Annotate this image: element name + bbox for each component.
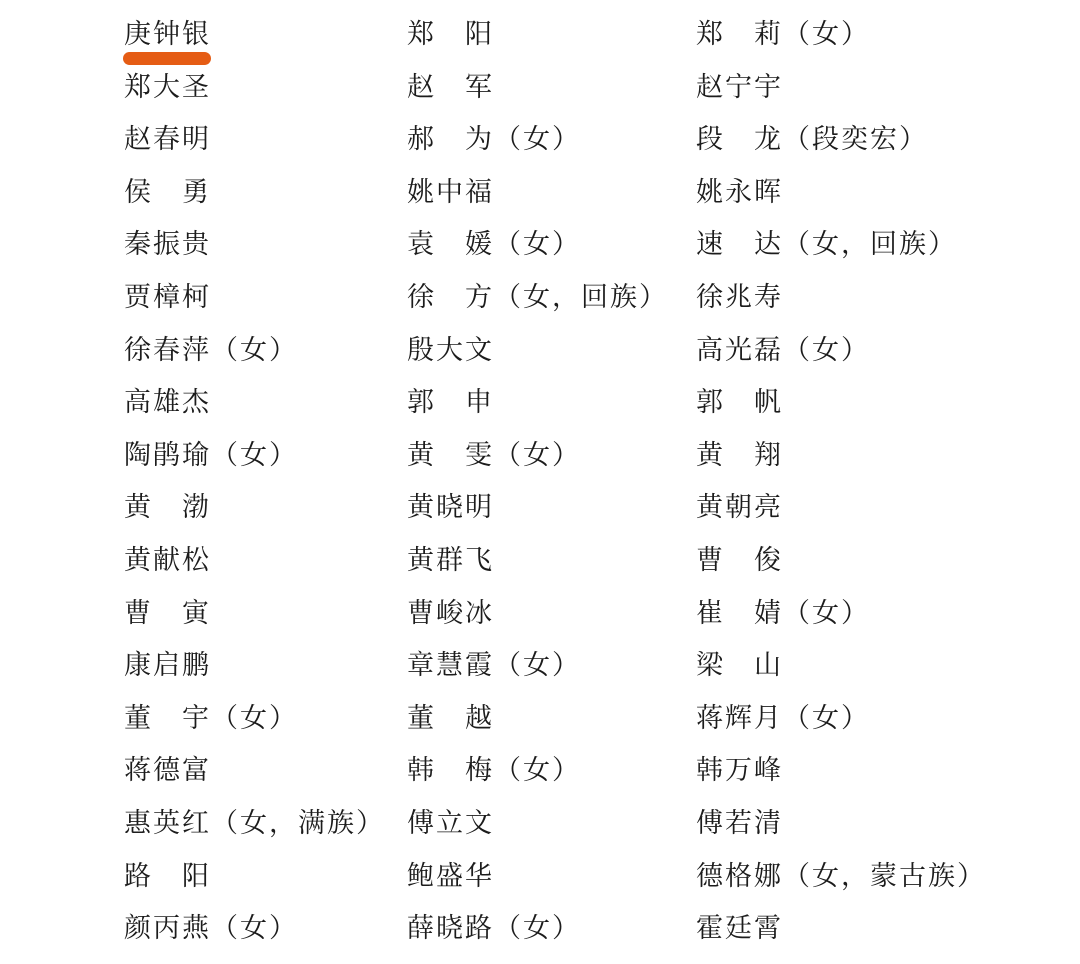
name-item	[407, 62, 668, 115]
person-name: 黄 翔	[696, 439, 783, 471]
person-name: 傅若清	[696, 807, 783, 839]
person-name: 颜丙燕（女）	[124, 913, 298, 945]
name-item	[696, 114, 986, 167]
person-name: 郑大圣	[124, 71, 211, 103]
person-name: 郭 申	[407, 387, 494, 419]
name-item	[407, 482, 668, 535]
name-item	[407, 325, 668, 378]
person-name: 庚钟银	[124, 19, 211, 50]
name-item	[696, 272, 986, 325]
person-name: 贾樟柯	[124, 281, 211, 313]
name-item	[407, 272, 668, 325]
person-name: 速 达（女，回族）	[696, 229, 957, 261]
person-name: 崔 婧（女）	[696, 597, 870, 629]
person-name: 薛晓路（女）	[407, 913, 581, 945]
person-name: 德格娜（女，蒙古族）	[696, 860, 986, 892]
name-item	[696, 167, 986, 220]
name-item	[124, 62, 385, 115]
person-name: 路 阳	[124, 860, 211, 892]
name-item	[696, 693, 986, 746]
name-item	[124, 588, 385, 641]
name-item	[407, 903, 668, 956]
person-name: 韩万峰	[696, 755, 783, 787]
person-name: 韩 梅（女）	[407, 755, 581, 787]
person-name: 霍廷霄	[696, 913, 783, 945]
name-item	[124, 272, 385, 325]
person-name: 黄献松	[124, 544, 211, 576]
person-name: 殷大文	[407, 334, 494, 366]
name-item	[696, 62, 986, 115]
name-item	[407, 588, 668, 641]
person-name: 高雄杰	[124, 387, 211, 419]
person-name: 郝 为（女）	[407, 124, 581, 156]
name-item	[407, 114, 668, 167]
name-item	[696, 482, 986, 535]
person-name: 鲍盛华	[407, 860, 494, 892]
name-item	[696, 903, 986, 956]
person-name: 董 宇（女）	[124, 702, 298, 734]
name-item	[696, 535, 986, 588]
name-item	[407, 377, 668, 430]
name-item	[696, 219, 986, 272]
person-name: 梁 山	[696, 650, 783, 682]
name-item	[124, 693, 385, 746]
person-name: 徐兆寿	[696, 281, 783, 313]
name-item	[696, 588, 986, 641]
person-name: 袁 媛（女）	[407, 229, 581, 261]
name-item	[407, 9, 668, 62]
name-column-1	[124, 9, 385, 956]
person-name: 郑 阳	[407, 19, 494, 50]
name-item	[124, 377, 385, 430]
person-name: 黄晓明	[407, 492, 494, 524]
name-column-3	[696, 9, 986, 956]
person-name: 黄朝亮	[696, 492, 783, 524]
name-item	[124, 167, 385, 220]
person-name: 赵宁宇	[696, 71, 783, 103]
person-name: 赵春明	[124, 124, 211, 156]
name-item	[407, 745, 668, 798]
name-item	[407, 430, 668, 483]
person-name: 姚中福	[407, 176, 494, 208]
name-item	[124, 9, 385, 62]
person-name: 曹 俊	[696, 544, 783, 576]
person-name: 蒋辉月（女）	[696, 702, 870, 734]
person-name: 康启鹏	[124, 650, 211, 682]
person-name: 黄 雯（女）	[407, 439, 581, 471]
name-item	[696, 430, 986, 483]
name-item	[124, 903, 385, 956]
person-name: 姚永晖	[696, 176, 783, 208]
name-item	[124, 745, 385, 798]
person-name: 赵 军	[407, 71, 494, 103]
name-item	[124, 798, 385, 851]
person-name: 徐 方（女，回族）	[407, 281, 668, 313]
name-item	[696, 798, 986, 851]
name-item	[124, 219, 385, 272]
person-name: 黄 渤	[124, 492, 211, 524]
person-name: 惠英红（女，满族）	[124, 807, 385, 839]
person-name: 侯 勇	[124, 176, 211, 208]
name-item	[696, 9, 986, 62]
person-name: 傅立文	[407, 807, 494, 839]
name-item	[407, 535, 668, 588]
person-name: 章慧霞（女）	[407, 650, 581, 682]
person-name: 秦振贵	[124, 229, 211, 261]
person-name: 郑 莉（女）	[696, 19, 870, 50]
name-item	[124, 430, 385, 483]
name-column-2	[407, 9, 668, 956]
name-item	[124, 851, 385, 904]
person-name: 郭 帆	[696, 387, 783, 419]
name-item	[696, 745, 986, 798]
person-name: 陶鹃瑜（女）	[124, 439, 298, 471]
person-name: 徐春萍（女）	[124, 334, 298, 366]
name-item	[124, 482, 385, 535]
person-name: 曹 寅	[124, 597, 211, 629]
name-item	[407, 219, 668, 272]
name-item	[407, 640, 668, 693]
name-item	[124, 535, 385, 588]
name-item	[407, 851, 668, 904]
person-name: 段 龙（段奕宏）	[696, 124, 928, 156]
name-item	[696, 640, 986, 693]
name-item	[696, 325, 986, 378]
name-item	[407, 167, 668, 220]
name-item	[407, 798, 668, 851]
person-name: 曹峻冰	[407, 597, 494, 629]
person-name: 高光磊（女）	[696, 334, 870, 366]
name-item	[124, 114, 385, 167]
person-name: 黄群飞	[407, 544, 494, 576]
name-item	[124, 325, 385, 378]
name-item	[696, 851, 986, 904]
name-item	[124, 640, 385, 693]
name-item	[696, 377, 986, 430]
person-name: 蒋德富	[124, 755, 211, 787]
name-item	[407, 693, 668, 746]
person-name: 董 越	[407, 702, 494, 734]
